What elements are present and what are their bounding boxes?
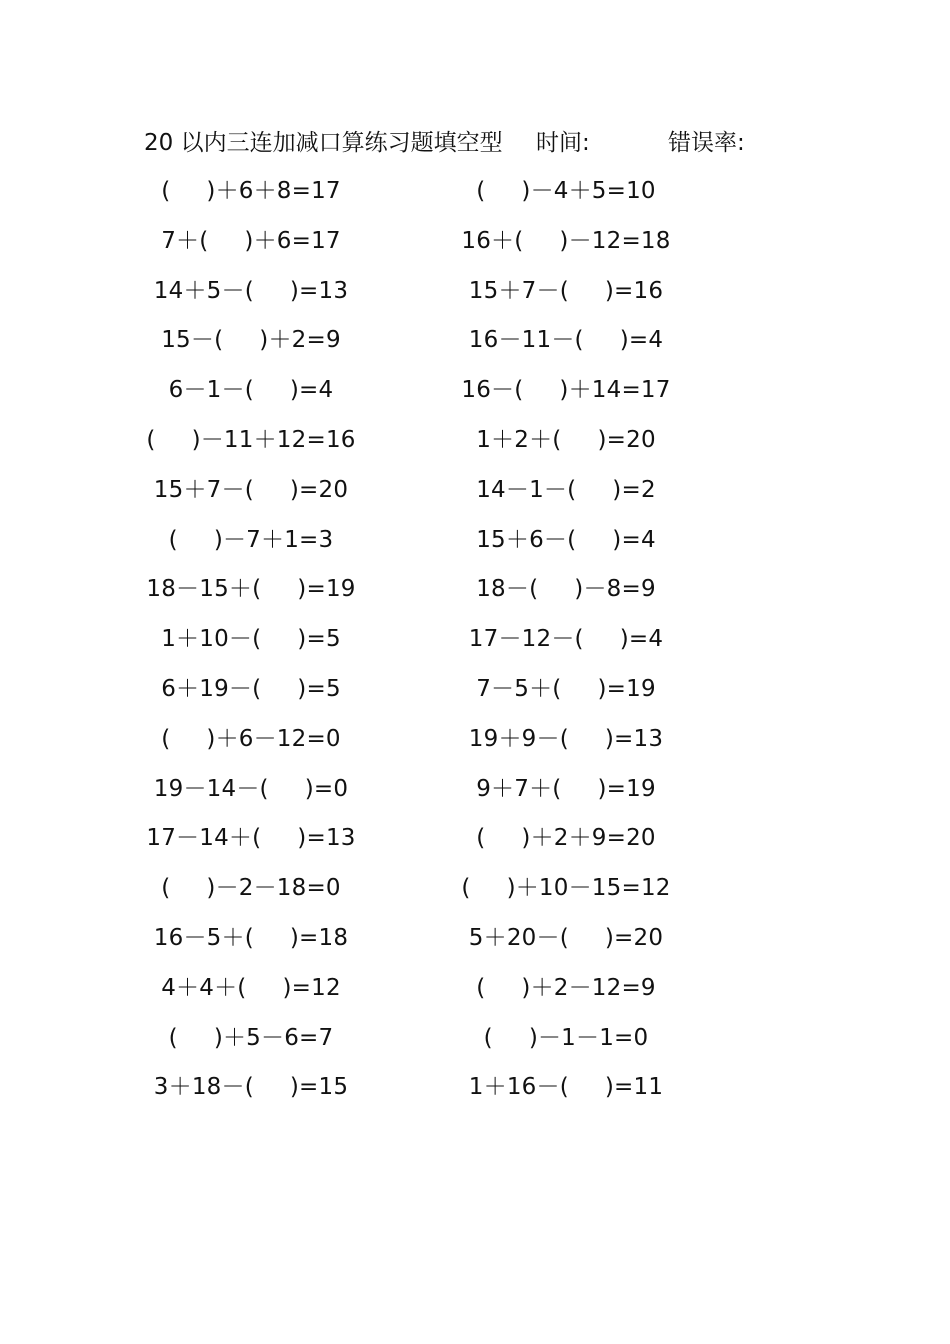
problem-text-after-blank: )＋6＋8=17	[206, 178, 341, 204]
error-rate-label: 错误率:	[668, 130, 745, 156]
problem-text-after-blank: )=19	[297, 576, 356, 603]
problem-row	[140, 274, 362, 324]
problem-row	[455, 572, 677, 622]
problem-text-before-blank: 17－12－(	[468, 626, 584, 653]
problem-row	[140, 473, 362, 523]
problem-text-before-blank: 15＋7－(	[153, 476, 254, 503]
problem-text-before-blank: (	[161, 725, 171, 752]
problem-text-after-blank: )=4	[612, 526, 656, 553]
problem-row	[455, 821, 677, 871]
problem-row	[455, 423, 677, 473]
problem-row	[455, 274, 677, 324]
right-problem-column	[455, 174, 677, 1120]
problem-text-before-blank: 15－(	[161, 327, 224, 354]
problem-text-before-blank: (	[483, 1024, 493, 1051]
problem-row	[140, 323, 362, 373]
problem-text-after-blank: )－7＋1=3	[213, 526, 334, 553]
problem-text-after-blank: )－12=18	[559, 227, 671, 254]
problem-text-before-blank: 4＋4＋(	[161, 974, 247, 1001]
problem-text-before-blank: 14＋5－(	[153, 277, 254, 304]
problem-text-after-blank: )=4	[619, 327, 664, 354]
problem-text-before-blank: 7＋(	[161, 227, 209, 254]
problem-text-after-blank: )=20	[289, 476, 349, 503]
problem-row	[140, 971, 362, 1021]
problem-text-after-blank: )＋6－12=0	[206, 725, 341, 752]
problem-text-before-blank: 15＋6－(	[476, 526, 577, 553]
problem-text-after-blank: )=19	[597, 775, 656, 802]
problem-text-after-blank: )=5	[297, 675, 341, 702]
worksheet-title: 20 以内三连加减口算练习题填空型	[144, 130, 503, 156]
problem-row	[140, 821, 362, 871]
problem-text-after-blank: )＋14=17	[559, 377, 671, 404]
problem-text-after-blank: )=2	[612, 476, 656, 503]
problem-text-before-blank: 6－1－(	[168, 377, 254, 404]
problem-row	[140, 423, 362, 473]
problem-text-after-blank: )=12	[282, 974, 341, 1001]
problem-row	[455, 1070, 677, 1120]
problem-text-before-blank: 18－(	[476, 576, 539, 603]
problem-text-before-blank: 6＋19－(	[161, 675, 262, 702]
problem-text-before-blank: 14－1－(	[476, 476, 577, 503]
problem-text-before-blank: 3＋18－(	[153, 1074, 254, 1101]
problem-text-before-blank: 16＋(	[461, 227, 524, 254]
problem-text-after-blank: )=13	[604, 725, 664, 752]
problem-text-before-blank: 19－14－(	[153, 775, 269, 802]
problem-row	[140, 224, 362, 274]
problem-text-after-blank: )－1－1=0	[528, 1024, 649, 1051]
problem-text-after-blank: )＋6=17	[244, 227, 341, 254]
problem-text-after-blank: )=20	[597, 426, 656, 453]
problem-text-before-blank: (	[161, 875, 171, 902]
problem-text-after-blank: )＋2=9	[259, 327, 341, 354]
problem-text-before-blank: 16－11－(	[468, 327, 584, 354]
problem-row	[140, 523, 362, 573]
problem-row	[455, 473, 677, 523]
problem-row	[140, 1070, 362, 1120]
problem-text-after-blank: )＋2＋9=20	[521, 825, 656, 852]
problem-row	[455, 871, 677, 921]
problem-text-after-blank: )=16	[604, 277, 664, 304]
time-label: 时间:	[536, 130, 590, 156]
problem-text-before-blank: (	[476, 974, 486, 1001]
problem-text-after-blank: )=11	[604, 1074, 664, 1101]
problem-text-before-blank: 1＋2＋(	[476, 426, 562, 453]
problem-text-before-blank: 18－15＋(	[146, 576, 262, 603]
problem-text-before-blank: 7－5＋(	[476, 675, 562, 702]
problem-row	[140, 572, 362, 622]
problem-text-before-blank: (	[461, 875, 471, 902]
problem-row	[455, 323, 677, 373]
problem-row	[140, 174, 362, 224]
problem-text-before-blank: 16－5＋(	[153, 924, 254, 951]
problem-text-after-blank: )=19	[597, 675, 656, 702]
problem-text-after-blank: )=0	[304, 775, 349, 802]
problem-row	[455, 523, 677, 573]
problem-text-before-blank: (	[146, 426, 156, 453]
problem-text-before-blank: (	[161, 178, 171, 204]
problem-row	[140, 722, 362, 772]
problem-text-after-blank: )=15	[289, 1074, 349, 1101]
worksheet-header	[144, 126, 784, 160]
problem-row	[455, 224, 677, 274]
problem-row	[455, 722, 677, 772]
problem-text-before-blank: 19＋9－(	[468, 725, 569, 752]
problem-text-after-blank: )＋2－12=9	[521, 974, 656, 1001]
problem-row	[455, 672, 677, 722]
problem-text-after-blank: )＋10－15=12	[506, 875, 671, 902]
problem-row	[140, 373, 362, 423]
problem-text-after-blank: )－11＋12=16	[191, 426, 356, 453]
problem-text-before-blank: 9＋7＋(	[476, 775, 562, 802]
problem-row	[140, 772, 362, 822]
problem-row	[140, 921, 362, 971]
left-problem-column	[140, 174, 362, 1120]
problem-text-after-blank: )=4	[619, 626, 664, 653]
problem-row	[455, 772, 677, 822]
problem-row	[140, 871, 362, 921]
problem-row	[140, 622, 362, 672]
problem-row	[455, 174, 677, 224]
problem-text-before-blank: 17－14＋(	[146, 825, 262, 852]
problem-row	[455, 1021, 677, 1071]
problem-text-after-blank: )=5	[297, 626, 341, 653]
problem-text-after-blank: )－4＋5=10	[521, 178, 656, 204]
problem-text-after-blank: )－8=9	[574, 576, 656, 603]
problem-text-before-blank: 15＋7－(	[468, 277, 569, 304]
problem-text-after-blank: )＋5－6=7	[213, 1024, 334, 1051]
problem-text-after-blank: )－2－18=0	[206, 875, 341, 902]
problem-text-before-blank: 1＋16－(	[468, 1074, 569, 1101]
problem-row	[455, 971, 677, 1021]
problem-text-before-blank: 1＋10－(	[161, 626, 262, 653]
problem-row	[455, 622, 677, 672]
problem-text-before-blank: (	[476, 178, 486, 204]
problem-text-after-blank: )=13	[289, 277, 349, 304]
problem-text-before-blank: 5＋20－(	[468, 924, 569, 951]
problem-row	[140, 1021, 362, 1071]
problem-text-after-blank: )=18	[289, 924, 349, 951]
problem-text-before-blank: 16－(	[461, 377, 524, 404]
problem-row	[455, 921, 677, 971]
problem-text-after-blank: )=13	[297, 825, 356, 852]
problem-row	[455, 373, 677, 423]
problem-text-before-blank: (	[168, 526, 178, 553]
problem-text-after-blank: )=20	[604, 924, 664, 951]
problem-text-before-blank: (	[476, 825, 486, 852]
problem-row	[140, 672, 362, 722]
problem-text-after-blank: )=4	[289, 377, 334, 404]
problem-text-before-blank: (	[168, 1024, 178, 1051]
